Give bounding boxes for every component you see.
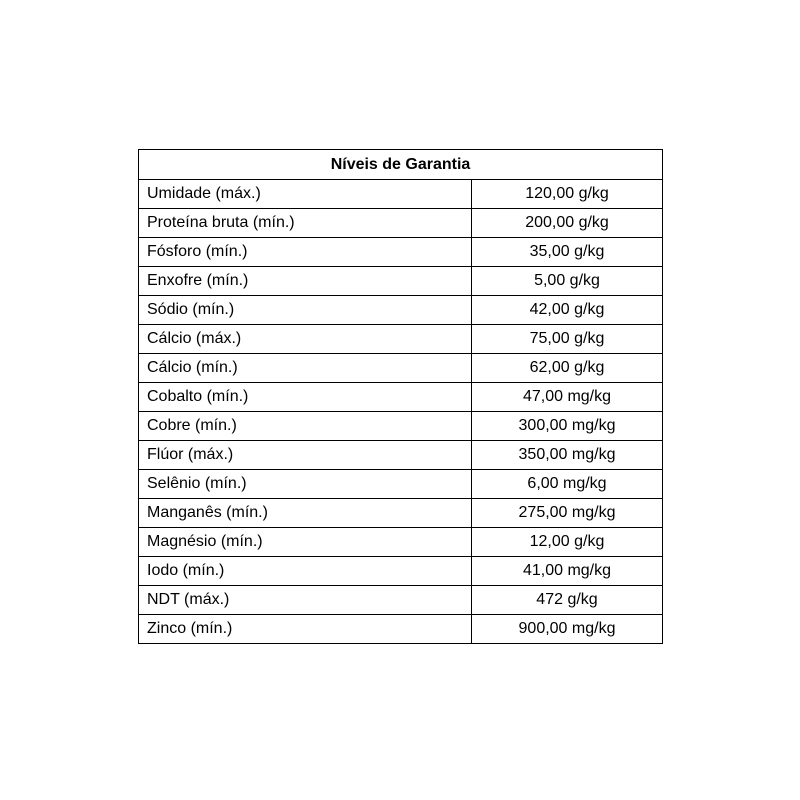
nutrient-value: 275,00 mg/kg xyxy=(472,499,663,528)
table-row xyxy=(139,441,663,470)
nutrient-value: 42,00 g/kg xyxy=(472,296,663,325)
nutrient-name: Magnésio (mín.) xyxy=(139,528,472,557)
nutrient-name: NDT (máx.) xyxy=(139,586,472,615)
table-row xyxy=(139,528,663,557)
nutrient-name: Manganês (mín.) xyxy=(139,499,472,528)
nutrient-value: 900,00 mg/kg xyxy=(472,615,663,644)
nutrient-name: Zinco (mín.) xyxy=(139,615,472,644)
nutrient-value: 472 g/kg xyxy=(472,586,663,615)
nutrient-value: 41,00 mg/kg xyxy=(472,557,663,586)
nutrient-value: 62,00 g/kg xyxy=(472,354,663,383)
nutrient-name: Selênio (mín.) xyxy=(139,470,472,499)
table-row xyxy=(139,354,663,383)
nutrient-value: 300,00 mg/kg xyxy=(472,412,663,441)
table-title: Níveis de Garantia xyxy=(139,150,663,180)
table-row xyxy=(139,209,663,238)
table-row xyxy=(139,296,663,325)
guarantee-levels-table xyxy=(138,149,663,644)
nutrient-name: Proteína bruta (mín.) xyxy=(139,209,472,238)
nutrient-name: Flúor (máx.) xyxy=(139,441,472,470)
table-row xyxy=(139,586,663,615)
table-row xyxy=(139,557,663,586)
nutrient-name: Iodo (mín.) xyxy=(139,557,472,586)
nutrient-name: Cobalto (mín.) xyxy=(139,383,472,412)
table-row xyxy=(139,412,663,441)
guarantee-levels-table-container xyxy=(138,149,662,644)
nutrient-value: 120,00 g/kg xyxy=(472,180,663,209)
table-header-row xyxy=(139,150,663,180)
table-row xyxy=(139,383,663,412)
table-row xyxy=(139,470,663,499)
nutrient-value: 12,00 g/kg xyxy=(472,528,663,557)
table-row xyxy=(139,499,663,528)
nutrient-value: 200,00 g/kg xyxy=(472,209,663,238)
table-row xyxy=(139,325,663,354)
nutrient-name: Sódio (mín.) xyxy=(139,296,472,325)
nutrient-value: 350,00 mg/kg xyxy=(472,441,663,470)
nutrient-value: 5,00 g/kg xyxy=(472,267,663,296)
nutrient-name: Umidade (máx.) xyxy=(139,180,472,209)
nutrient-value: 6,00 mg/kg xyxy=(472,470,663,499)
nutrient-value: 75,00 g/kg xyxy=(472,325,663,354)
table-row xyxy=(139,267,663,296)
nutrient-name: Enxofre (mín.) xyxy=(139,267,472,296)
nutrient-name: Cálcio (máx.) xyxy=(139,325,472,354)
nutrient-value: 47,00 mg/kg xyxy=(472,383,663,412)
nutrient-name: Cálcio (mín.) xyxy=(139,354,472,383)
table-row xyxy=(139,238,663,267)
table-row xyxy=(139,615,663,644)
nutrient-value: 35,00 g/kg xyxy=(472,238,663,267)
nutrient-name: Cobre (mín.) xyxy=(139,412,472,441)
table-row xyxy=(139,180,663,209)
nutrient-name: Fósforo (mín.) xyxy=(139,238,472,267)
